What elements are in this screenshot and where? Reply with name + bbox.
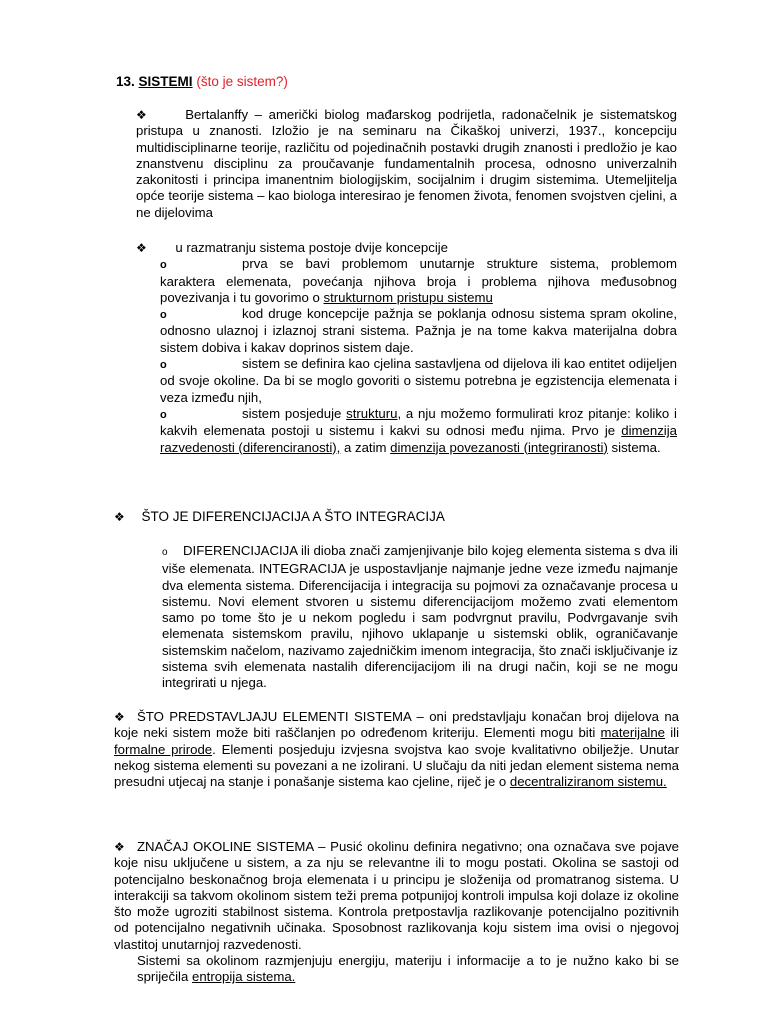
concepts-list [136,240,677,456]
circle-bullet-icon: o [160,408,167,421]
material-link: materijalne [600,725,666,741]
diamond-bullet-icon: ❖ [136,108,147,122]
section-heading: SISTEMI [138,74,193,89]
concept-item-2: o kod druge koncepcije pažnja se poklanja odnosu sistema spram okoline, odnosno ulaznoj i izlaznoj strani sistema. Pažnja je na tome kakva materijalna dobra sistem dobiva i kakav doprinos sistem daje. [160,306,677,355]
bertalanffy-paragraph [136,107,677,221]
concepts-intro: u razmatranju sistema postoje dvije koncepcije [175,240,449,255]
paren-close: ) [283,74,288,89]
formal-nature-link: formalne prirode [114,741,213,757]
section-question: što je sistem? [200,74,284,89]
environment-paragraph: ❖ ZNAČAJ OKOLINE SISTEMA – Pusić okolinu definira negativno; ona označava sve pojave koje nisu uključene u sistem, a za nju se relevantne ili to mogu postati. Okolina se sastoji od potencijalno beskonačnog broja elemenata i u principu je složenija od promatranog sistema. U interakciji sa takvom okolinom sistem teži prema potpunijoj kontroli impulsa koji dolaze iz okoline što može ugroziti stabilnost sistema. Kontrola pretpostavlja razlikovanje potencijalno pozitivnih od potencijalno negativnih učinaka. Sposobnost razlikovanja koju sistem ima ovisi o njegovoj vlastitoj unutarnjoj razvedenosti. Sistemi sa okolinom razmjenjuju energiju, materiju i informacije a to je nužno kako bi se spriječila entropija sistema. [114,839,679,985]
circle-bullet-icon: o [160,359,167,372]
differentiation-text: DIFERENCIJACIJA ili dioba znači zamjenjivanje bilo kojeg elementa sistema s dva ili više elemenata. INTEGRACIJA je uspostavljanje najmanje jedne veze između najmanje dva elementa sistema. Diferencijacija i integracija su pojmovi za označavanje procesa u sistemu. Novi element stvoren u sistemu diferencijacijom možemo zvati elementom samo po tome što je u nekom pogledu i sam podvrgnut pravilu, Podvrgavanje svih elemenata sistemskom pravilu, njihovo uklapanje u sistemski oblik, ograničavanje sistemskim načelom, nazivamo zajedničkim imenom integracija, što znači isključivanje iz sistema svih elemenata nastalih diferencijacijom ili na drugi način, koji se ne mogu integrirati u njega. [162,543,678,691]
bertalanffy-text: Bertalanffy – američki biolog mađarskog podrijetla, radonačelnik je sistematskog pristupa u znanosti. Izložio je na seminaru na Čikaškoj univerzi, 1937., koncepciju multidisciplinarne teorije, različitu od pojedinačnih postavki drugih znanosti i predložio je kao znanstvenu disciplinu za proučavanje fundamentalnih procesa, odnosno univerzalnih zakonitosti i principa imanentnim biologijskim, socijalnim i drugim sistemima. Utemeljitelja opće teorije sistema – kao biologa interesirao je fenomen života, fenomen svojstven cjelini, a ne dijelovima [136,107,677,220]
diamond-bullet-icon: ❖ [136,241,147,255]
elements-paragraph: ❖ ŠTO PREDSTAVLJAJU ELEMENTI SISTEMA – oni predstavljaju konačan broj dijelova na koje neki sistem može biti raščlanjen po određenom kriteriju. Elementi mogu biti materijalne ili formalne prirode. Elementi posjeduju izvjesna svojstva kao svoje kvalitativno obilježje. Unutar nekog sistema elementi su povezani a ne izolirani. U slučaju da niti jedan element sistema nema presudni utjecaj na stanje i ponašanje sistema kao cjeline, riječ je o decentraliziranom sistemu. [114,709,679,790]
decentralized-system-link: decentraliziranom sistemu. [509,774,667,790]
differentiation-heading: ❖ ŠTO JE DIFERENCIJACIJA A ŠTO INTEGRACIJA [114,509,445,524]
circle-bullet-icon: o [160,259,167,272]
diamond-bullet-icon: ❖ [114,510,125,524]
paren-open: ( [196,74,201,89]
section-title [116,73,288,91]
integration-dimension-link: dimenzija povezanosti (integriranosti) [390,439,608,455]
differentiation-dimension-link: dimenzija razvedenosti (diferenciranosti), [160,423,677,455]
section-number: 13. [116,74,135,89]
diamond-bullet-icon: ❖ [114,840,125,854]
differentiation-paragraph [162,543,678,692]
diamond-bullet-icon: ❖ [114,710,125,724]
concept-item-1: o prva se bavi problemom unutarnje strukture sistema, problemom karaktera elemenata, povećanja njihova broja i problema njihova međusobnog povezivanja i tu govorimo o strukturnom pristupu sistemu [160,256,677,305]
environment-closing: Sistemi sa okolinom razmjenjuju energiju, materiju i informacije a to je nužno kako bi se spriječila entropija sistema. [137,953,679,985]
concept-item-3: o sistem se definira kao cjelina sastavljena od dijelova ili kao entitet odijeljen od svoje okoline. Da bi se moglo govoriti o sistemu potrebna je egzistencija elemenata i veza između njih, [160,356,677,405]
structure-link: strukturu [346,405,398,421]
entropy-link: entropija sistema. [191,969,296,985]
structural-approach-link: strukturnom pristupu sistemu [323,289,493,305]
circle-bullet-icon: o [162,547,168,558]
concept-item-4: o sistem posjeduje strukturu, a nju možemo formulirati kroz pitanje: koliko i kakvih elemenata postoji u sistemu i kakvi su odnosi među njima. Prvo je dimenzija razvedenosti (diferenciranosti), a zatim dimenzija povezanosti (integriranosti) sistema. [160,405,677,455]
circle-bullet-icon: o [160,309,167,322]
